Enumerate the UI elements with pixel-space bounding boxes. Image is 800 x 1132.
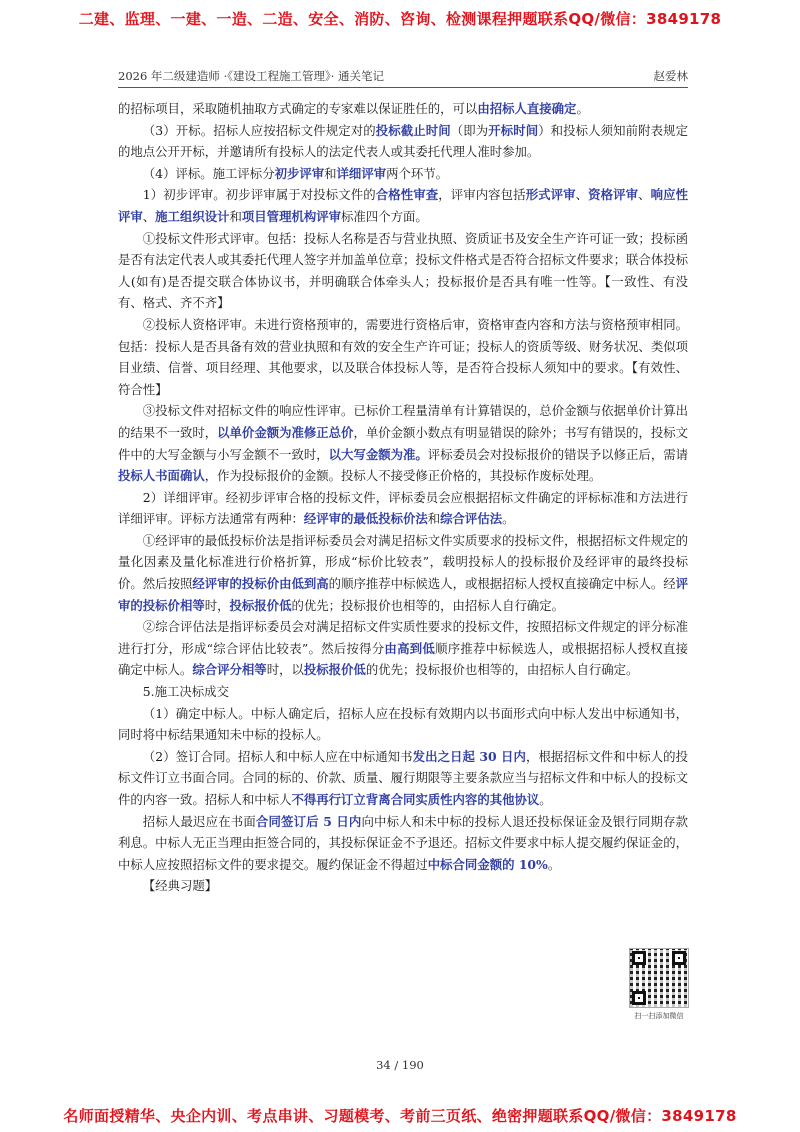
paragraph [118,487,688,530]
text-run: 2）详细评审。经初步评审合格的投标文件，评标委员会应根据招标文件确定的评标标准和方法进行详细评审。评标方法通常有两种： [118,489,688,527]
text-run: 两个环节。 [386,165,449,181]
text-run: ，根据招标文件和中标人的投标文件订立书面合同。合同的标的、价款、质量、履行期限等主要条款应当与招标文件和中标人的投标文件的内容一致。招标人和中标人 [118,748,689,807]
text-run: 和 [427,511,441,527]
text-run: ③投标文件对招标文件的响应性评审。已标价工程量清单有计算错误的，总价金额与依据单价计算出的结果不一致时， [118,403,688,440]
highlighted-term: 投标报价低 [229,597,292,613]
page-number: 34 / 190 [376,1058,424,1072]
text-run: 1）初步评审。初步评审属于对投标文件的 [142,187,376,203]
paragraph [118,228,688,314]
side-watermark-note [40,316,46,350]
highlighted-term: 响应性评审 [118,187,689,224]
text-run: 和 [229,208,242,224]
text-run: 招标人最迟应在书面 [142,813,256,829]
highlighted-term: 以大写金额为准。 [328,446,428,462]
text-run: （4）评标。施工评标分 [142,165,275,181]
highlighted-term: 形式评审 [525,187,576,203]
text-run: 。 [539,792,552,807]
text-run: 的优先；投标报价也相等的，由招标人自行确定。 [365,662,639,678]
highlighted-term: 不得再行订立背离合同实质性内容的其他协议 [291,792,540,807]
paragraph [118,400,688,486]
text-run: 的优先；投标报价也相等的，由招标人自行确定。 [291,597,565,613]
text-run: ，评审内容包括 [438,187,526,203]
promo-banner-bottom: 名师面授精华、央企内训、考点串讲、习题模考、考前三页纸、绝密押题联系QQ/微信：3849178 [63,1107,737,1125]
text-run: 、 [575,187,589,203]
text-run: （3）开标。招标人应按招标文件规定对的 [142,122,376,138]
running-header [118,68,688,88]
highlighted-term: 初步评审 [274,165,325,181]
highlighted-term: 经评审的最低投标价法 [303,511,428,527]
paragraph [118,163,688,185]
highlighted-term: 以单价金额为准修正总价 [217,424,354,440]
paragraph [118,184,688,227]
paragraph [118,98,688,120]
highlighted-term: 合同签订后 5 日内 [255,813,362,829]
text-run: （即为 [450,122,489,138]
text-run: ①投标文件形式评审。包括：投标人名称是否与营业执照、资质证书及安全生产许可证一致；投标函是否有法定代表人或其委托代理人签字并加盖单位章；投标文件格式是否符合招标文件要求；联合体投标人(如有)是否提交联合体协议书，并明确联合体牵头人；投标报价是否具有唯一性等。【一致性、有没有、格式、齐不齐】 [118,230,688,311]
paragraph [118,530,688,616]
text-run: 的招标项目，采取随机抽取方式确定的专家难以保证胜任的，可以 [118,101,478,116]
highlighted-term: 由高到低 [384,640,436,656]
promo-banner-top: 二建、监理、一建、一造、二造、安全、消防、咨询、检测课程押题联系QQ/微信：3849178 [78,10,722,28]
highlighted-term: 经评审的投标价由低到高 [192,576,329,592]
text-run: ②综合评估法是指评标委员会对满足招标文件实质性要求的投标文件，按照招标文件规定的评分标准进行打分，形成“综合评估比较表”。然后按得分 [118,619,688,656]
highlighted-term: 综合评估法 [440,511,503,527]
paragraph [118,703,688,746]
book-title: 2026 年二级建造师 ·《建设工程施工管理》· 通关笔记 [118,69,385,83]
text-run: ，作为投标报价的金额。投标人不接受修正价格的，其投标作废标处理。 [204,468,602,484]
paragraph [118,120,688,163]
paragraph [118,616,688,681]
text-run: 顺序推荐中标候选人，或根据招标人授权直接确定中标人。 [118,640,689,678]
author-name: 赵爱林 [653,69,688,83]
highlighted-term: 评审的投标价相等 [118,576,689,613]
text-run: 【经典习题】 [142,878,218,894]
paragraph [118,314,688,400]
text-run: 、 [638,187,651,203]
highlighted-term: 投标报价低 [303,662,366,678]
page-body [118,98,688,897]
highlighted-term: 投标截止时间 [375,122,451,138]
highlighted-term: 中标合同金额的 10% [427,856,548,872]
text-run: 、 [142,208,156,224]
text-run: 评标委员会对投标报价的错误予以修正后，需请 [427,446,689,462]
text-run: ）和投标人须知前附表规定的地点公开开标，并邀请所有投标人的法定代表人或其委托代理人准时参加。 [118,122,689,160]
highlighted-term: 施工组织设计 [155,208,230,224]
text-run: 时， [204,597,230,613]
highlighted-term: 开标时间 [488,122,539,138]
highlighted-term: 详细评审 [336,165,387,181]
text-run: 的顺序推荐中标候选人，或根据招标人授权直接确定中标人。经 [328,576,676,592]
text-run: 标准四个方面。 [341,208,428,224]
qr-code-icon [629,948,689,1008]
text-run: 和 [324,165,337,181]
paragraph [118,746,688,811]
highlighted-term: 发出之日起 30 日内 [412,748,526,764]
highlighted-term: 合格性审查 [375,187,439,203]
paragraph [118,811,688,876]
wechat-qr-block [628,948,690,1021]
text-run: 时，以 [266,662,304,678]
highlighted-term: 资格评审 [588,187,639,203]
highlighted-term: 项目管理机构评审 [241,208,342,224]
text-run: ①经评审的最低投标价法是指评标委员会对满足招标文件实质要求的投标文件，根据招标文件规定的量化因素及量化标准进行价格折算，形成“标价比较表”，载明投标人的投标报价及经评审的最终投标价。然后按照 [118,532,688,592]
text-run: 。 [502,511,515,527]
paragraph [118,875,688,897]
highlighted-term: 由招标人直接确定 [477,101,577,116]
text-run: 5.施工决标成交 [142,684,229,700]
text-run: 。 [576,101,589,116]
text-run: （1）确定中标人。中标人确定后，招标人应在投标有效期内以书面形式向中标人发出中标通知书，同时将中标结果通知未中标的投标人。 [118,705,688,743]
text-run: ，单价金额小数点有明显错误的除外；书写有错误的，投标文件中的大写金额与小写金额不一致时， [118,424,689,462]
text-run: （2）签订合同。招标人和中标人应在中标通知书 [142,748,413,764]
text-run: 。 [547,856,561,872]
highlighted-term: 综合评分相等 [192,662,267,678]
qr-caption: 扫一扫添加微信 [634,1012,684,1020]
text-run: 向中标人和未中标的投标人退还投标保证金及银行同期存款利息。中标人无正当理由拒签合同的，其投标保证金不予退还。招标文件要求中标人提交履约保证金的，中标人应按照招标文件的要求提交。履约保证金不得超过 [118,813,689,872]
text-run: ②投标人资格评审。未进行资格预审的，需要进行资格后审，资格审查内容和方法与资格预审相同。包括：投标人是否具备有效的营业执照和有效的安全生产许可证；投标人的资质等级、财务状况、类似项目业绩、信誉、项目经理、其他要求，以及联合体投标人等，是否符合投标人须知中的要求。【有效性、符合性】 [118,316,688,397]
highlighted-term: 投标人书面确认 [118,468,205,484]
paragraph [118,681,688,703]
